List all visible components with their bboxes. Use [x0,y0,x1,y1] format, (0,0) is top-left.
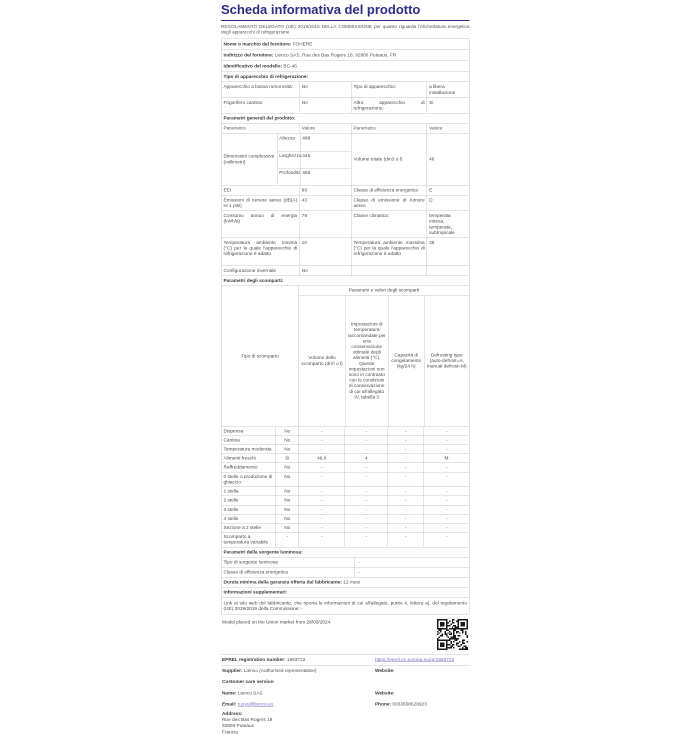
compartment-volume: - [299,427,345,436]
param-value: No [299,82,351,97]
compartment-temp: - [345,463,388,472]
param-value: 38 [427,238,469,266]
email-label: Email: [222,701,237,707]
eprel-number-label: EPREL registration number: [222,656,286,663]
section-supplementary-info: Informazioni supplementari: [221,587,470,597]
compartment-name: 4 stelle [223,515,239,522]
compartment-present: No [276,472,299,486]
address-label: Address: [222,710,243,717]
regulation-subtitle: REGOLAMENTO DELEGATO (UE) 2019/2016 DELLA COMMISSIONE per quanto riguarda l'etichettatura energetica degli apparecchi di refrigerazione [221,23,470,35]
compartment-name: Cantina [223,437,240,443]
compartment-capacity: - [388,514,424,523]
compartment-defrost: - [424,514,470,523]
customer-care-label: Customer care service: [222,679,275,685]
phone-value: 0033658628923 [392,701,427,707]
supplier-address-label: Indirizzo del fornitore: [223,52,274,58]
param-value: a libera installazione [427,82,469,97]
compartment-present: No [276,487,299,496]
compartment-present: No [276,445,299,454]
customer-care-row [221,677,470,688]
compartment-name: Raffreddamento [223,464,258,471]
param-label: Frigorifero cantina: [223,99,264,106]
warranty-label: Durata minima della garanzia offerta dal fabbricante: [223,579,343,586]
table-row [221,514,470,523]
table-row [221,496,470,505]
compartment-temp: - [345,472,388,486]
manufacturer-link-value: - [301,605,303,612]
model-placed-text: Model placed on the Union market from 28/03/2024. [222,619,332,625]
column-header: Valore [427,124,469,134]
table-row [221,266,470,276]
compartment-volume: - [299,472,345,486]
website-label: Website: [375,668,395,674]
warranty-value: 12 mesi [343,579,360,586]
compartment-capacity: - [388,505,424,514]
dimension-name: Larghezza [279,152,302,159]
light-source-type-label: Tipo di sorgente luminosa [223,559,278,565]
light-energy-class-value: - [355,567,470,577]
compartment-defrost: M [424,454,470,463]
eprel-link[interactable]: https://eprel.ec.europa.eu/qr/1983722 [375,656,455,663]
qr-code [437,618,469,650]
defrosting-type-header: Defrosting type (auto-defrost=A, manual defrost=M) [424,295,469,426]
total-volume-value: 46 [427,134,469,185]
compartment-defrost: - [424,523,470,532]
compartment-capacity: - [388,523,424,532]
column-header: Valore [299,124,351,134]
param-label: EEI [223,187,232,193]
compartment-defrost: - [424,487,470,496]
compartment-volume: - [299,487,345,496]
param-label: Emissioni di rumore aereo (dB(A) re 1 pW) [223,197,298,209]
dimensions-row [221,133,470,185]
eprel-number-value: 1983722 [286,656,306,663]
compartment-volume: - [299,436,345,445]
table-row [221,435,470,444]
contact-name-row [221,688,470,699]
table-header-row [221,123,470,133]
table-row [278,168,351,185]
contact-email-row [221,699,470,710]
supplier-name-row [221,38,470,49]
section-appliance-type: Tipo di apparecchio di refrigerazione: [221,72,470,82]
param-value: 43 [299,195,351,210]
table-row [221,82,470,98]
table-row [221,238,470,266]
table-row [221,567,470,577]
param-label: Consumo annuo di energia (kWh/a) [223,213,298,225]
email-link[interactable]: ruoyu@lienco.eu [237,701,274,707]
section-compartments: Parametri degli scomparti: [221,276,470,286]
param-label: Altro apparecchio di refrigerazione: [351,98,427,113]
compartment-defrost: - [424,505,470,514]
table-row [221,557,470,567]
compartment-name: 3 stelle [223,506,239,513]
compartment-capacity: - [388,533,424,547]
light-energy-class-label: Classe di efficienza energetica [223,569,288,575]
param-value: No [299,266,351,276]
param-label: Configurazione invernale [223,268,277,274]
compartment-capacity: - [388,454,424,463]
compartment-name: 2 stelle [223,497,239,504]
compartment-present: No [276,514,299,523]
volume-header: Volume dello scomparto (dm³ o l) [301,355,343,367]
compartment-name: 1 stella [223,488,239,495]
param-value: Si [427,98,469,113]
warranty-row [221,577,470,587]
supplier-address-row [221,49,470,60]
table-row [221,487,470,496]
supplier-row [221,666,470,677]
name-value: Lienco SAS [237,690,263,696]
compartment-name: Scomparto a temperatura variabile [223,534,269,546]
compartment-defrost: - [424,463,470,472]
table-row [278,151,351,168]
table-row [221,185,470,195]
name-label: Name: [222,690,237,696]
compartment-volume: - [299,496,345,505]
address-block [221,710,470,738]
compartment-temp: 4 [345,454,388,463]
model-identifier-row [221,61,470,72]
website-label-2: Website: [375,690,395,696]
compartment-defrost: - [424,427,470,436]
dimensions-subtable [277,134,351,185]
product-information-sheet [221,1,470,738]
compartment-temp: - [345,436,388,445]
compartment-present: No [276,436,299,445]
freezing-capacity-header: Capacità di congelamento (kg/24 h) [388,295,424,426]
page-title: Scheda informativa del prodotto [221,1,470,21]
param-value: 79 [299,211,351,237]
address-line: 92800 Puteaux [222,723,254,729]
address-line: Rue des Bas Rogers 18 [222,717,273,723]
compartment-capacity: - [388,463,424,472]
compartment-temp: - [345,445,388,454]
compartment-present: No [276,496,299,505]
compartment-volume: - [299,523,345,532]
compartment-capacity: - [388,427,424,436]
section-light-source: Parametri della sorgente luminosa: [221,547,470,557]
compartment-present: No [276,463,299,472]
table-row [221,195,470,211]
compartment-capacity: - [388,496,424,505]
compartment-temp: - [345,427,388,436]
compartment-defrost: - [424,472,470,486]
model-identifier-label: Identificativo del modello: [223,63,283,70]
phone-label: Phone: [375,701,392,707]
param-value: D [427,195,469,210]
section-general-parameters: Parametri generali del prodotto: [221,113,470,123]
compartment-present: No [276,523,299,532]
compartment-name: 0 stelle o produzione di ghiaccio [223,473,273,485]
param-label: Temperatura ambiente massima (°C) per la quale l'apparecchio di refrigerazione è adatto [351,238,427,266]
compartment-temp: - [345,487,388,496]
compartment-volume: - [299,445,345,454]
compartment-name: Dispensa [223,428,244,434]
compartment-temp: - [345,496,388,505]
compartments-table-header [221,286,470,427]
compartment-volume: 46,0 [299,454,345,463]
param-value: 98 [299,185,351,195]
compartment-name: Temperatura moderata [223,446,272,453]
compartment-defrost: - [424,436,470,445]
table-row [221,445,470,454]
param-value [427,266,469,276]
table-row [221,454,470,463]
table-row [221,97,470,113]
compartment-present: No [276,427,299,436]
param-label: Classe di efficienza energetica [351,185,427,195]
market-section [221,614,470,654]
address-line: Francia [222,729,238,735]
dimension-name: Profondità [279,169,301,176]
dimension-value: 465 [300,168,351,185]
dimensions-label: Dimensioni complessive (millimetri) [223,153,275,165]
compartment-name: Sezione a 2 stelle [223,524,261,531]
compartments-subheaders [299,295,469,426]
table-row [221,532,470,547]
compartment-temp: - [345,523,388,532]
compartment-temp: - [345,514,388,523]
table-row [221,505,470,514]
dimension-name: Altezza [279,135,295,141]
column-header: Parametro [223,125,246,132]
compartments-span-header: Parametri e valori degli scomparti [299,286,469,295]
compartment-capacity: - [388,487,424,496]
table-row [221,472,470,487]
dimension-value: 498 [300,134,351,151]
total-volume-label: Volume totale (dm3 o l) [351,134,427,185]
compartments-header-right [299,286,470,426]
param-value: 10 [299,238,351,266]
compartment-volume: - [299,505,345,514]
manufacturer-link-row [221,597,470,614]
compartment-name: Alimenti freschi [223,455,256,462]
dimension-value: 445 [300,151,351,168]
compartment-defrost: - [424,496,470,505]
light-source-type-value: - [355,557,470,567]
table-row [278,134,351,151]
param-label [351,266,427,276]
compartment-volume: - [299,533,345,547]
supplier-name-label: Nome o marchio del fornitore: [223,41,292,47]
table-row [221,523,470,532]
supplier-label: Supplier: [222,668,243,674]
param-label: Classe climatica: [351,211,427,237]
compartment-defrost: - [424,445,470,454]
compartment-present: Si [276,454,299,463]
model-identifier-value: BC-46 [283,63,297,70]
compartment-present: No [276,505,299,514]
param-label: Tipo di apparecchio: [351,82,427,97]
param-value: temperata estesa, temperata, subtropicale [427,211,469,237]
table-row [221,463,470,472]
param-label: Apparecchio a bassa rumorosità: [223,84,293,90]
compartment-present: - [276,533,299,547]
temperature-settings-header: Impostazioni di temperatura raccomandate per una conservazione ottimale degli alimenti (°C). Queste impostazioni non sono in contrasto con le condizioni di conservazione di cui all'allegato IV, tabella 3 [345,295,388,426]
param-value: E [427,185,469,195]
supplier-name-value: FOHERE [292,41,313,47]
param-value: No [299,98,351,113]
compartment-temp: - [345,533,388,547]
param-label: Classe di emissione di rumore aereo [351,195,427,210]
param-label: Temperatura ambiente minima (°C) per la quale l'apparecchio di refrigerazione è adatto [223,240,298,257]
table-row [221,211,470,238]
supplier-value: Lienco (Authorised representative) [243,668,317,674]
compartment-type-header: Tipo di scomparto [241,353,279,359]
manufacturer-link-text: Link al sito web del fabbricante, che riporta le informazioni di cui all'allegato, punto 4, lettera a), del regolamento (UE) 2019/2019 della Commissione: [223,600,467,612]
supplier-address-value: Lienco SAS, Rue des Bas Rogers 18, 92800 Puteaux, FR [274,52,397,58]
compartment-capacity: - [388,445,424,454]
compartment-capacity: - [388,472,424,486]
compartment-volume: - [299,463,345,472]
compartment-defrost: - [424,533,470,547]
column-header: Parametro [351,124,427,134]
compartment-capacity: - [388,436,424,445]
compartment-temp: - [345,505,388,514]
eprel-row [221,654,470,665]
compartment-volume: - [299,514,345,523]
table-row [221,426,470,435]
